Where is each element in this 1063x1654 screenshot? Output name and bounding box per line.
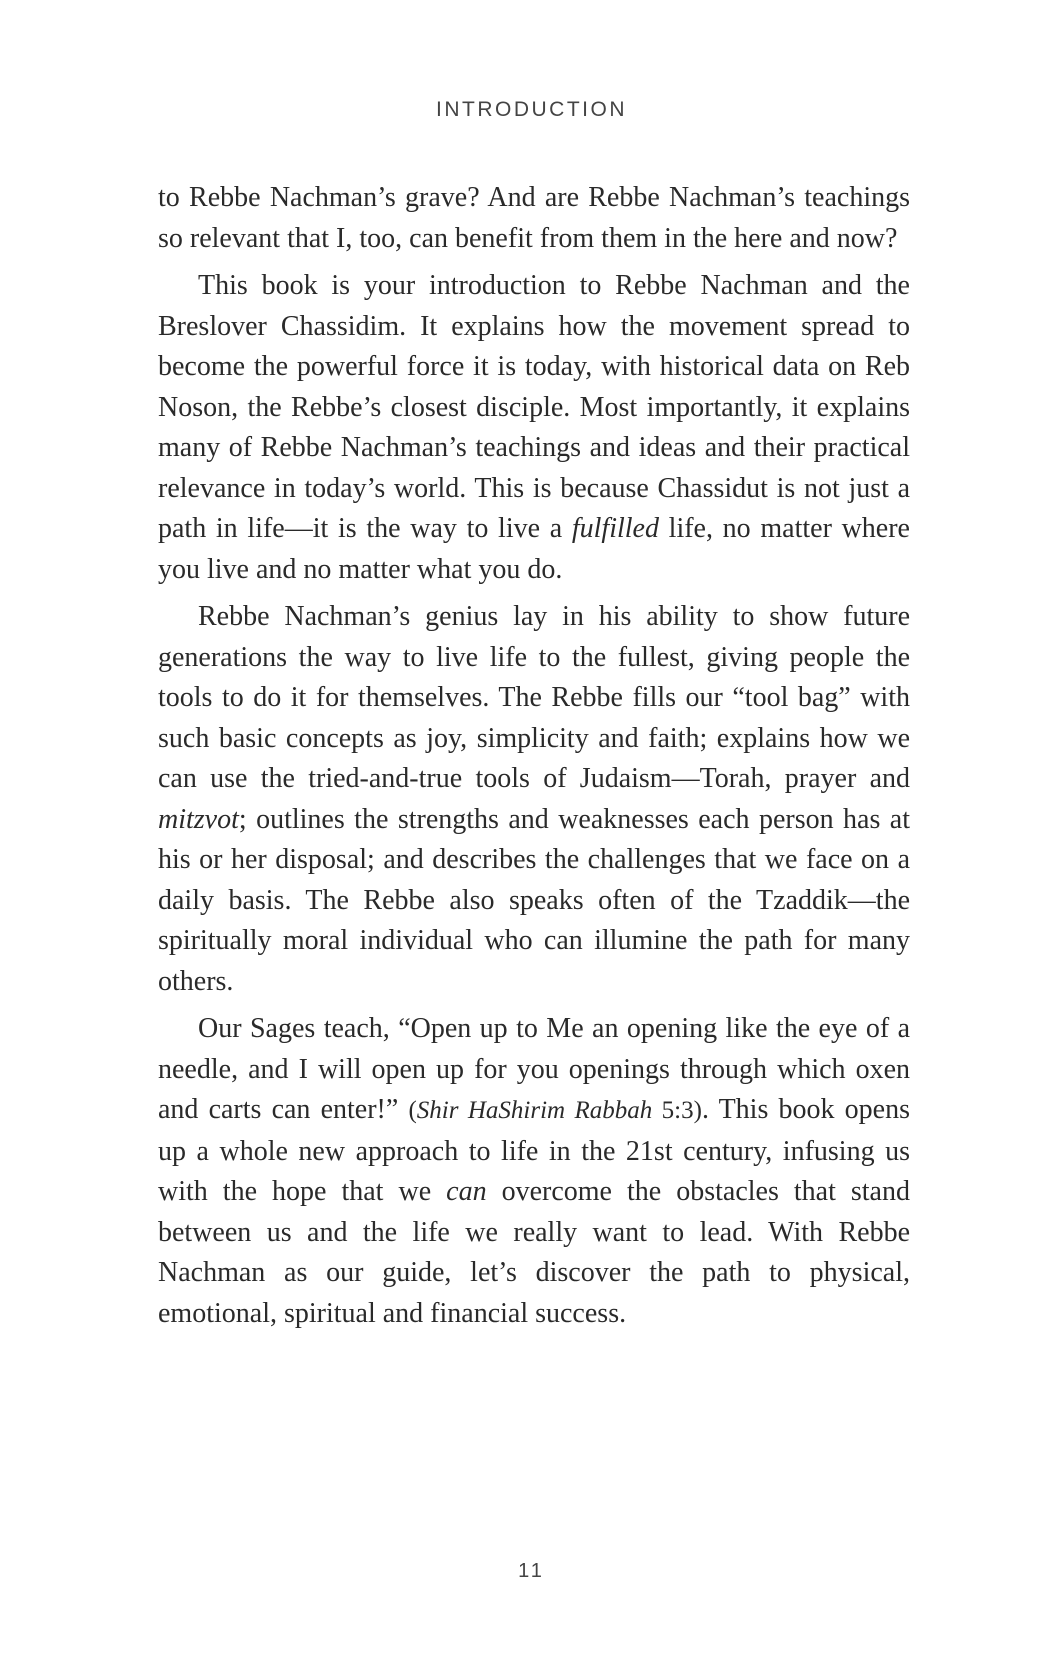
paragraph-3 bbox=[158, 597, 910, 1002]
citation-title: Shir HaShirim Rabbah bbox=[416, 1097, 653, 1124]
emphasis-text: fulfilled bbox=[571, 513, 659, 544]
paragraph-2 bbox=[158, 266, 910, 590]
paragraph-text: ; outlines the strengths and weaknesses each person has at his or her disposal; and describes the challenges that we face on a daily basis. The Rebbe also speaks often of the Tzaddik—the spiritually moral individual who can illumine the path for many others. bbox=[158, 803, 910, 997]
paragraph-text: overcome the obstacles that stand between us and the life we really want to lead. With Rebbe Nachman as our guide, let’s discover the path to physical, emotional, spiritual and financial success. bbox=[158, 1176, 910, 1329]
citation bbox=[408, 1097, 701, 1124]
page-number: 11 bbox=[518, 1560, 545, 1582]
paragraph-4 bbox=[158, 1009, 910, 1334]
paragraph-text: life, no matter where you live and no matter what you do. bbox=[158, 513, 910, 585]
paragraph-text: to Rebbe Nachman’s grave? And are Rebbe Nachman’s teachings so relevant that I, too, can benefit from them in the here and now? bbox=[158, 182, 910, 254]
emphasis-text: can bbox=[446, 1176, 487, 1207]
body-text bbox=[158, 178, 910, 1341]
paragraph-text: . This book opens up a whole new approach to life in the 21st century, infusing us with the hope that we bbox=[158, 1094, 910, 1207]
running-head: INTRODUCTION bbox=[436, 98, 627, 121]
emphasis-text: mitzvot bbox=[158, 803, 239, 835]
paragraph-1 bbox=[158, 178, 910, 259]
citation-reference: 5:3) bbox=[652, 1097, 702, 1124]
paragraph-text: This book is your introduction to Rebbe Nachman and the Breslover Chassidim. It explains how the movement spread to become the powerful force it is today, with historical data on Reb Noson, the Rebbe’s closest disciple. Most importantly, it explains many of Rebbe Nachman’s teachings and ideas and their practical relevance in today’s world. This is because Chassidut is not just a path in life—it is the way to live a bbox=[158, 270, 910, 544]
paragraph-text: Rebbe Nachman’s genius lay in his ability to show future generations the way to live life to the fullest, giving people the tools to do it for themselves. The Rebbe fills our “tool bag” with such basic concepts as joy, simplicity and faith; explains how we can use the tried-and-true tools of Judaism—Torah, prayer and bbox=[158, 601, 910, 794]
paragraph-text: Our Sages teach, “Open up to Me an opening like the eye of a needle, and I will open up for you openings through which oxen and carts can enter!” bbox=[158, 1013, 910, 1125]
citation-open: ( bbox=[408, 1097, 417, 1124]
